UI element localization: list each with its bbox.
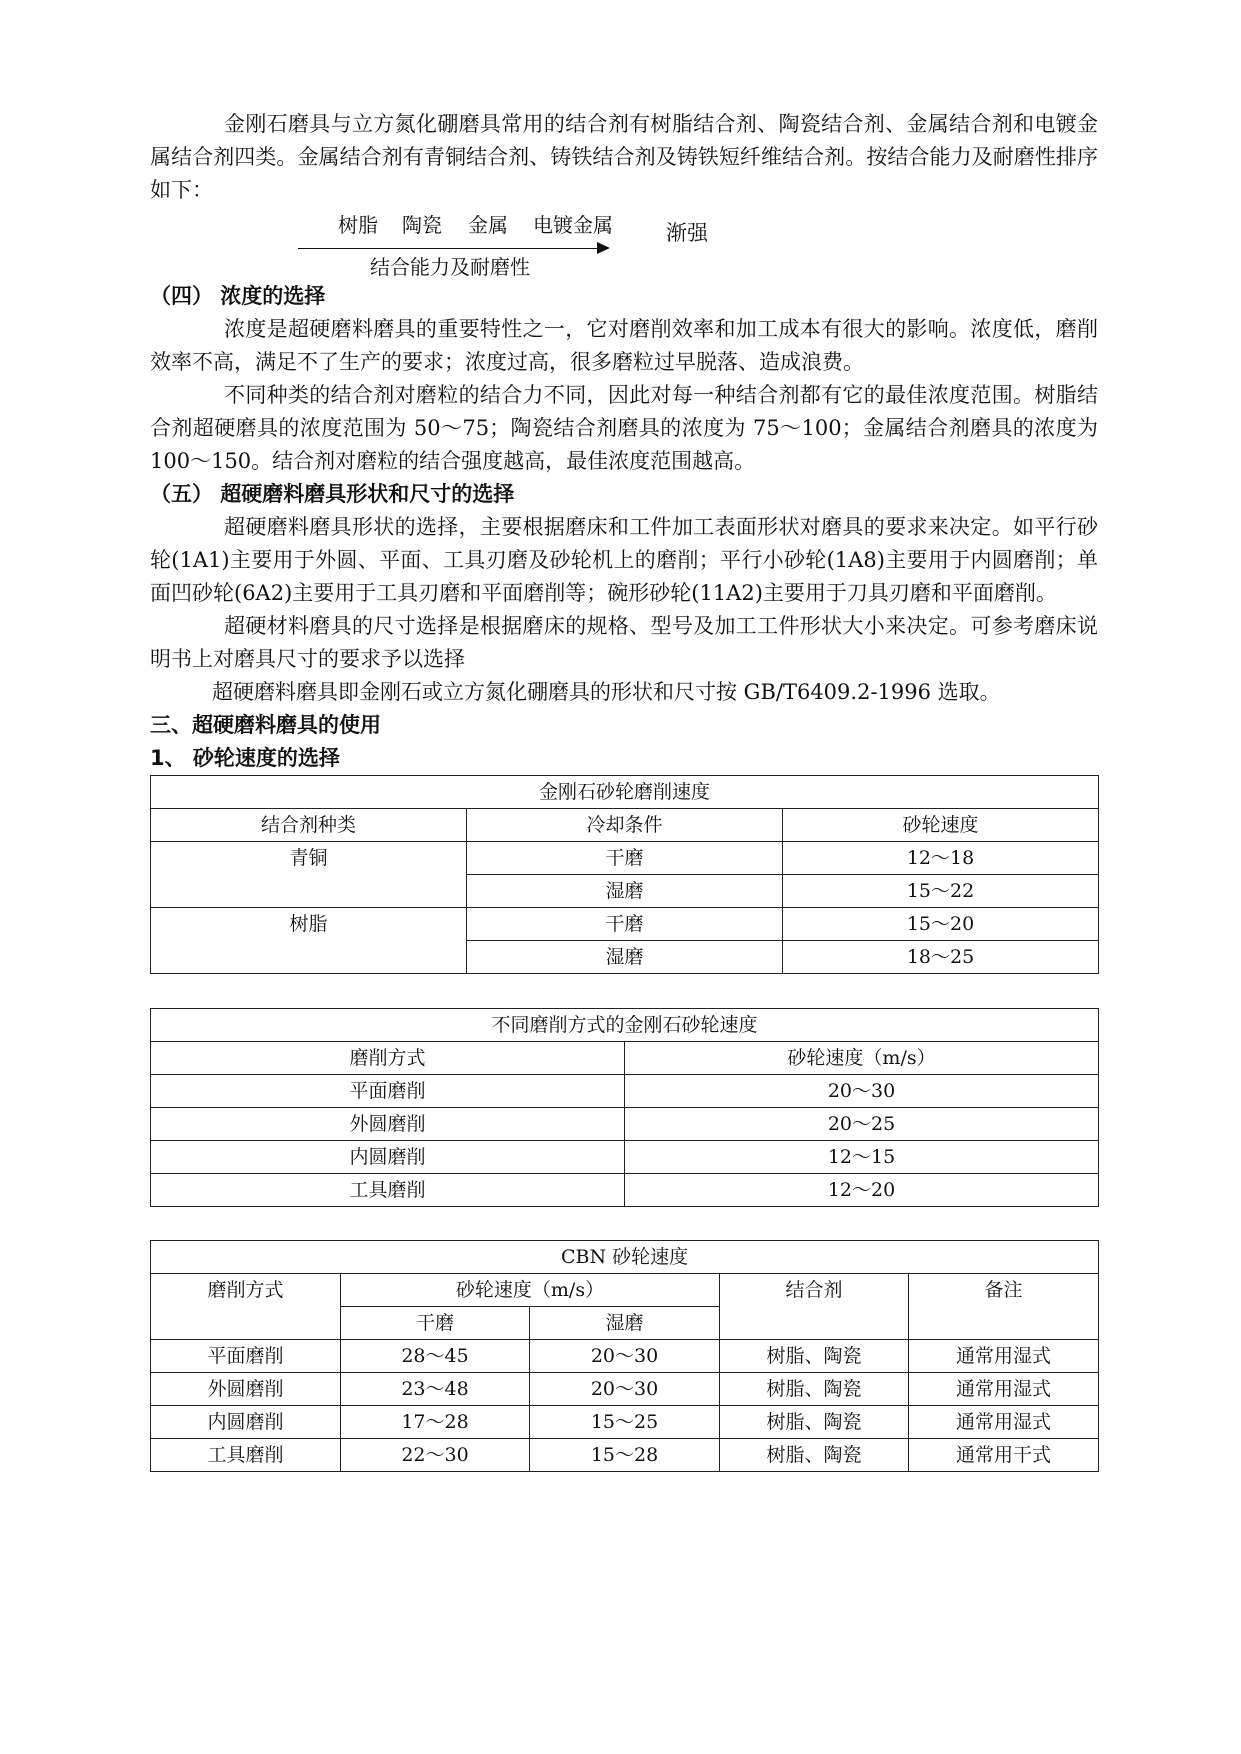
diagram-item-electroplated: 电镀金属 <box>533 213 613 237</box>
table-title: 金刚石砂轮磨削速度 <box>151 776 1099 809</box>
table-header: 砂轮速度（m/s） <box>625 1042 1099 1075</box>
table-cell: 干磨 <box>467 842 783 875</box>
table-cell: 内圆磨削 <box>151 1141 625 1174</box>
table-cell: 通常用湿式 <box>909 1406 1099 1439</box>
table-cell: 15～25 <box>530 1406 720 1439</box>
table-cell: 内圆磨削 <box>151 1406 341 1439</box>
paragraph-standard: 超硬磨料磨具即金刚石或立方氮化硼磨具的形状和尺寸按 GB/T6409.2-1996 选取。 <box>212 680 1001 704</box>
table-cell: 20～25 <box>625 1108 1099 1141</box>
diagram-arrow-line <box>298 248 598 249</box>
table-cell: 12～18 <box>783 842 1099 875</box>
table-header: 磨削方式 <box>151 1274 341 1340</box>
diamond-wheel-speed-table <box>150 775 1099 974</box>
table-cell: 12～20 <box>625 1174 1099 1207</box>
table-cell: 树脂、陶瓷 <box>720 1406 909 1439</box>
table-cell: 湿磨 <box>467 941 783 974</box>
table-cell: 平面磨削 <box>151 1340 341 1373</box>
paragraph-concentration-1: 浓度是超硬磨料磨具的重要特性之一，它对磨削效率和加工成本有很大的影响。浓度低，磨削效率不高，满足不了生产的要求；浓度过高，很多磨粒过早脱落、造成浪费。 <box>150 317 1098 374</box>
diagram-item-metal: 金属 <box>468 213 508 237</box>
diagram-side-label: 渐强 <box>666 221 708 245</box>
table-cell: 20～30 <box>625 1075 1099 1108</box>
table-cell: 20～30 <box>530 1373 720 1406</box>
table-row <box>151 1406 1099 1439</box>
paragraph-shape: 超硬磨料磨具形状的选择，主要根据磨床和工件加工表面形状对磨具的要求来决定。如平行砂轮(1A1)主要用于外圆、平面、工具刃磨及砂轮机上的磨削；平行小砂轮(1A8)主要用于内圆磨削；单面凹砂轮(6A2)主要用于工具刃磨和平面磨削等；碗形砂轮(11A2)主要用于刀具刃磨和平面磨削。 <box>150 515 1098 605</box>
table-cell: 树脂、陶瓷 <box>720 1340 909 1373</box>
table-header: 干磨 <box>341 1307 530 1340</box>
table-header: 砂轮速度（m/s） <box>341 1274 720 1307</box>
table-cell: 干磨 <box>467 908 783 941</box>
table-cell: 通常用湿式 <box>909 1373 1099 1406</box>
table-cell: 12～15 <box>625 1141 1099 1174</box>
document-page <box>150 108 1098 1472</box>
diagram-item-resin: 树脂 <box>338 213 378 237</box>
table-row <box>151 1439 1099 1472</box>
table-cell: 15～28 <box>530 1439 720 1472</box>
table-header: 磨削方式 <box>151 1042 625 1075</box>
paragraph-size: 超硬材料磨具的尺寸选择是根据磨床的规格、型号及加工工件形状大小来决定。可参考磨床说明书上对磨具尺寸的要求予以选择 <box>150 614 1098 671</box>
paragraph-bond-types: 金刚石磨具与立方氮化硼磨具常用的结合剂有树脂结合剂、陶瓷结合剂、金属结合剂和电镀金属结合剂四类。金属结合剂有青铜结合剂、铸铁结合剂及铸铁短纤维结合剂。按结合能力及耐磨性排序如下： <box>150 112 1098 202</box>
table-cell: 湿磨 <box>467 875 783 908</box>
table-cell-bond: 树脂 <box>151 908 467 974</box>
table-cell: 20～30 <box>530 1340 720 1373</box>
table-cell: 23～48 <box>341 1373 530 1406</box>
table-header: 冷却条件 <box>467 809 783 842</box>
diagram-arrow-label: 结合能力及耐磨性 <box>370 255 530 279</box>
bond-strength-diagram <box>150 207 1098 280</box>
table-row <box>151 1075 1099 1108</box>
table-cell: 通常用湿式 <box>909 1340 1099 1373</box>
table-row <box>151 1340 1099 1373</box>
table-cell: 15～20 <box>783 908 1099 941</box>
table-cell: 树脂、陶瓷 <box>720 1373 909 1406</box>
table-cell-bond: 青铜 <box>151 842 467 908</box>
table-cell: 28～45 <box>341 1340 530 1373</box>
table-cell: 工具磨削 <box>151 1439 341 1472</box>
heading-section-3: 三、超硬磨料磨具的使用 <box>150 713 381 737</box>
table-header: 备注 <box>909 1274 1099 1340</box>
table-title: 不同磨削方式的金刚石砂轮速度 <box>151 1009 1099 1042</box>
table-cell: 外圆磨削 <box>151 1108 625 1141</box>
table-row <box>151 1174 1099 1207</box>
arrow-right-icon <box>597 242 610 254</box>
diagram-item-ceramic: 陶瓷 <box>402 213 442 237</box>
table-row <box>151 1373 1099 1406</box>
table-cell: 外圆磨削 <box>151 1373 341 1406</box>
table-title: CBN 砂轮速度 <box>151 1241 1099 1274</box>
table-row <box>151 908 1099 941</box>
table-header: 结合剂 <box>720 1274 909 1340</box>
table-cell: 15～22 <box>783 875 1099 908</box>
table-cell: 通常用干式 <box>909 1439 1099 1472</box>
table-cell: 平面磨削 <box>151 1075 625 1108</box>
heading-shape-size: （五） 超硬磨料磨具形状和尺寸的选择 <box>150 482 515 506</box>
heading-wheel-speed: 1、 砂轮速度的选择 <box>150 746 340 770</box>
paragraph-concentration-2: 不同种类的结合剂对磨粒的结合力不同，因此对每一种结合剂都有它的最佳浓度范围。树脂结合剂超硬磨具的浓度范围为 50～75；陶瓷结合剂磨具的浓度为 75～100；金属结合剂磨具的浓度为 100～150。结合剂对磨粒的结合强度越高，最佳浓度范围越高。 <box>150 383 1098 473</box>
table-cell: 17～28 <box>341 1406 530 1439</box>
cbn-wheel-speed-table <box>150 1240 1099 1472</box>
grinding-method-speed-table <box>150 1008 1099 1207</box>
heading-concentration: （四） 浓度的选择 <box>150 284 326 308</box>
table-header: 砂轮速度 <box>783 809 1099 842</box>
table-row <box>151 842 1099 875</box>
table-row <box>151 1141 1099 1174</box>
table-header: 结合剂种类 <box>151 809 467 842</box>
table-cell: 18～25 <box>783 941 1099 974</box>
table-header: 湿磨 <box>530 1307 720 1340</box>
table-row <box>151 1108 1099 1141</box>
table-cell: 22～30 <box>341 1439 530 1472</box>
table-cell: 工具磨削 <box>151 1174 625 1207</box>
table-cell: 树脂、陶瓷 <box>720 1439 909 1472</box>
